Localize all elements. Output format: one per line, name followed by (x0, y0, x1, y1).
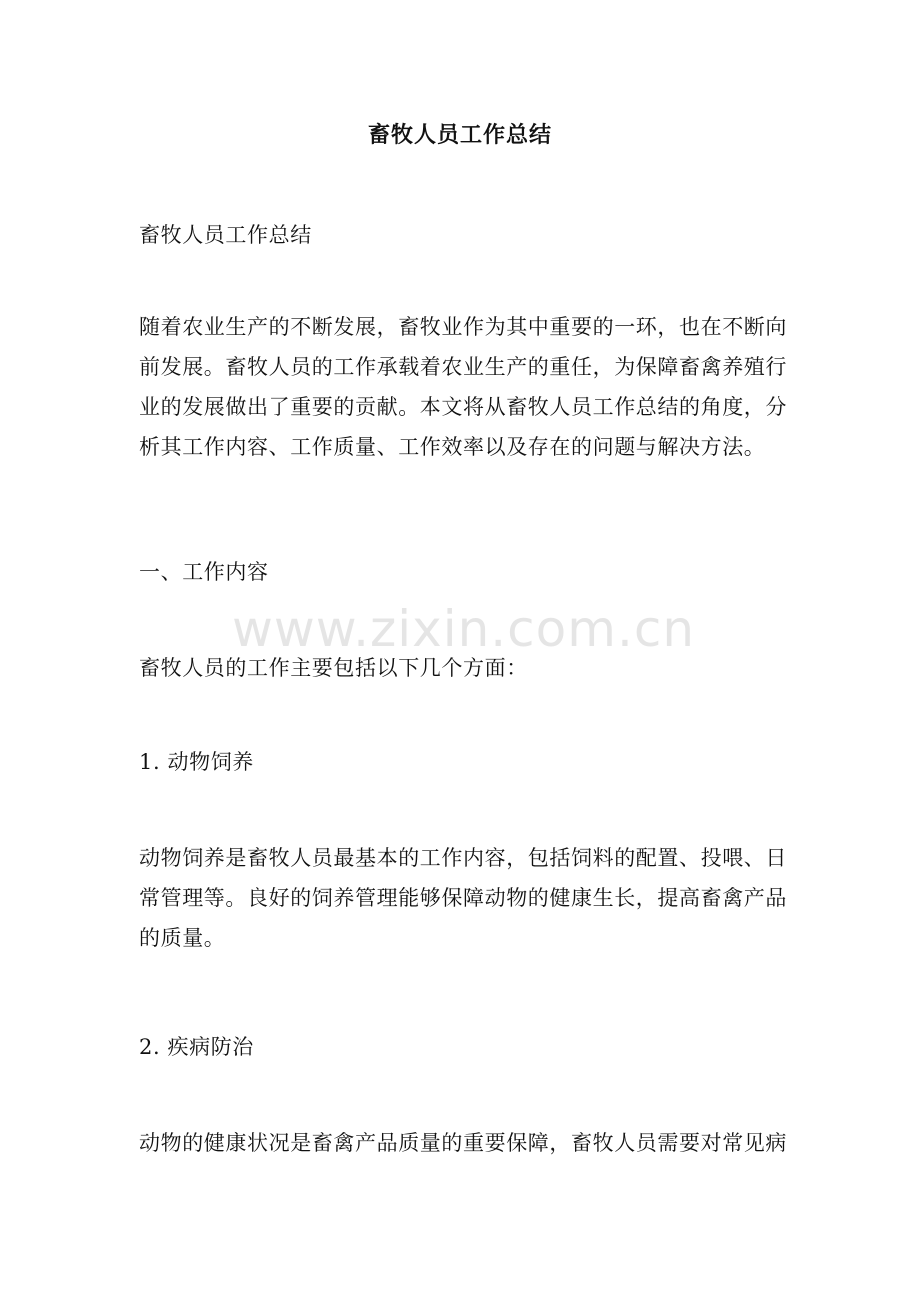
section-lead: 畜牧人员的工作主要包括以下几个方面： (139, 656, 528, 680)
document-title: 畜牧人员工作总结 (367, 123, 552, 148)
item-body-animal-feeding: 动物饲养是畜牧人员最基本的工作内容，包括饲料的配置、投喂、日常管理等。良好的饲养管理能够保障动物的健康生长，提高畜禽产品的质量。 (139, 846, 787, 950)
item-heading-animal-feeding: 1. 动物饲养 (139, 750, 254, 774)
item-body-disease-prevention: 动物的健康状况是畜禽产品质量的重要保障，畜牧人员需要对常见病 (139, 1131, 787, 1155)
item-heading-disease-prevention: 2. 疾病防治 (139, 1035, 254, 1059)
intro-paragraph: 随着农业生产的不断发展，畜牧业作为其中重要的一环，也在不断向前发展。畜牧人员的工作承载着农业生产的重任，为保障畜禽养殖行业的发展做出了重要的贡献。本文将从畜牧人员工作总结的角度，分析其工作内容、工作质量、工作效率以及存在的问题与解决方法。 (139, 315, 787, 459)
section-heading-work-content: 一、工作内容 (139, 560, 269, 584)
watermark: www.zixin.com.cn (232, 600, 696, 658)
subtitle: 畜牧人员工作总结 (139, 223, 312, 247)
